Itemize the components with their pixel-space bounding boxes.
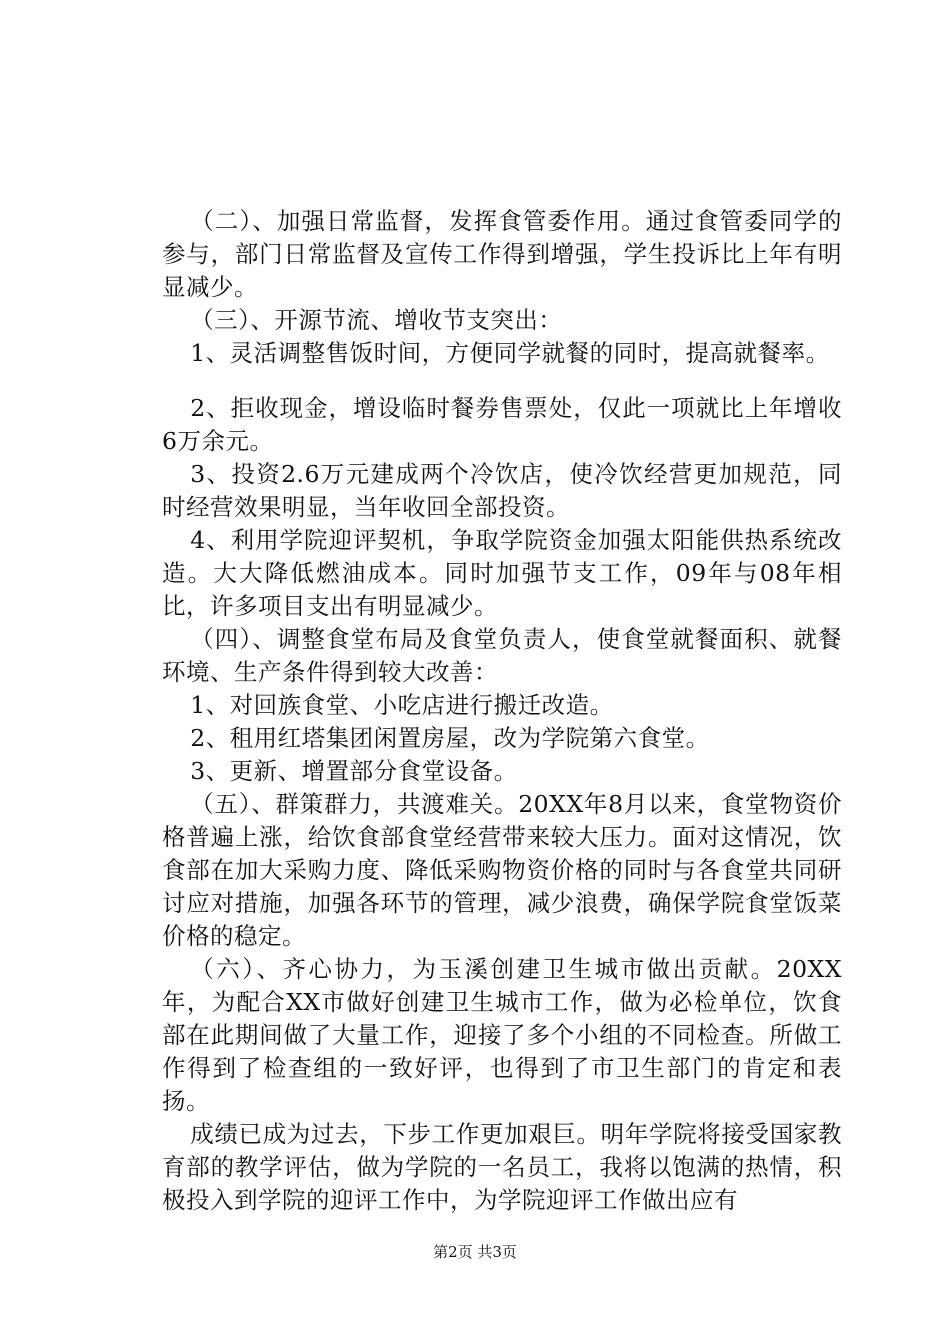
paragraph-item-4-1: 1、对回族食堂、小吃店进行搬迁改造。 xyxy=(190,691,614,719)
paragraph-section-3-heading: （三）、开源节流、增收节支突出： xyxy=(190,306,563,334)
paragraph-item-3-1: 1、灵活调整售饭时间，方便同学就餐的同时，提高就餐率。 xyxy=(190,339,830,367)
paragraph-item-4-3: 3、更新、增置部分食堂设备。 xyxy=(190,757,518,785)
paragraph-item-3-2: 2、拒收现金，增设临时餐券售票处，仅此一项就比上年增收6万余元。 xyxy=(162,394,842,455)
paragraph-conclusion: 成绩已成为过去，下步工作更加艰巨。明年学院将接受国家教育部的教学评估，做为学院的一名员工，我将以饱满的热情，积极投入到学院的迎评工作中，为学院迎评工作做出应有 xyxy=(162,1120,842,1214)
paragraph-section-2: （二）、加强日常监督，发挥食管委作用。通过食管委同学的参与，部门日常监督及宣传工作得到增强，学生投诉比上年有明显减少。 xyxy=(162,207,842,301)
paragraph-item-4-2: 2、租用红塔集团闲置房屋，改为学院第六食堂。 xyxy=(190,724,710,752)
paragraph-item-3-3: 3、投资2.6万元建成两个冷饮店，使冷饮经营更加规范，同时经营效果明显，当年收回全部投资。 xyxy=(162,460,842,521)
paragraph-section-5: （五）、群策群力，共渡难关。20XX年8月以来，食堂物资价格普遍上涨，给饮食部食堂经营带来较大压力。面对这情况，饮食部在加大采购力度、降低采购物资价格的同时与各食堂共同研讨应对措施，加强各环节的管理，减少浪费，确保学院食堂饭菜价格的稳定。 xyxy=(162,790,842,950)
paragraph-item-3-4: 4、利用学院迎评契机，争取学院资金加强太阳能供热系统改造。大大降低燃油成本。同时加强节支工作，09年与08年相比，许多项目支出有明显减少。 xyxy=(162,526,842,620)
page-footer xyxy=(0,1242,950,1262)
paragraph-section-6: （六）、齐心协力，为玉溪创建卫生城市做出贡献。20XX年，为配合XX市做好创建卫生城市工作，做为必检单位，饮食部在此期间做了大量工作，迎接了多个小组的不同检查。所做工作得到了检查组的一致好评，也得到了市卫生部门的肯定和表扬。 xyxy=(162,955,842,1115)
document-body xyxy=(162,205,842,1217)
paragraph-section-4: （四）、调整食堂布局及食堂负责人，使食堂就餐面积、就餐环境、生产条件得到较大改善： xyxy=(162,625,842,686)
page-number-label: 第2页 共3页 xyxy=(433,1243,517,1261)
